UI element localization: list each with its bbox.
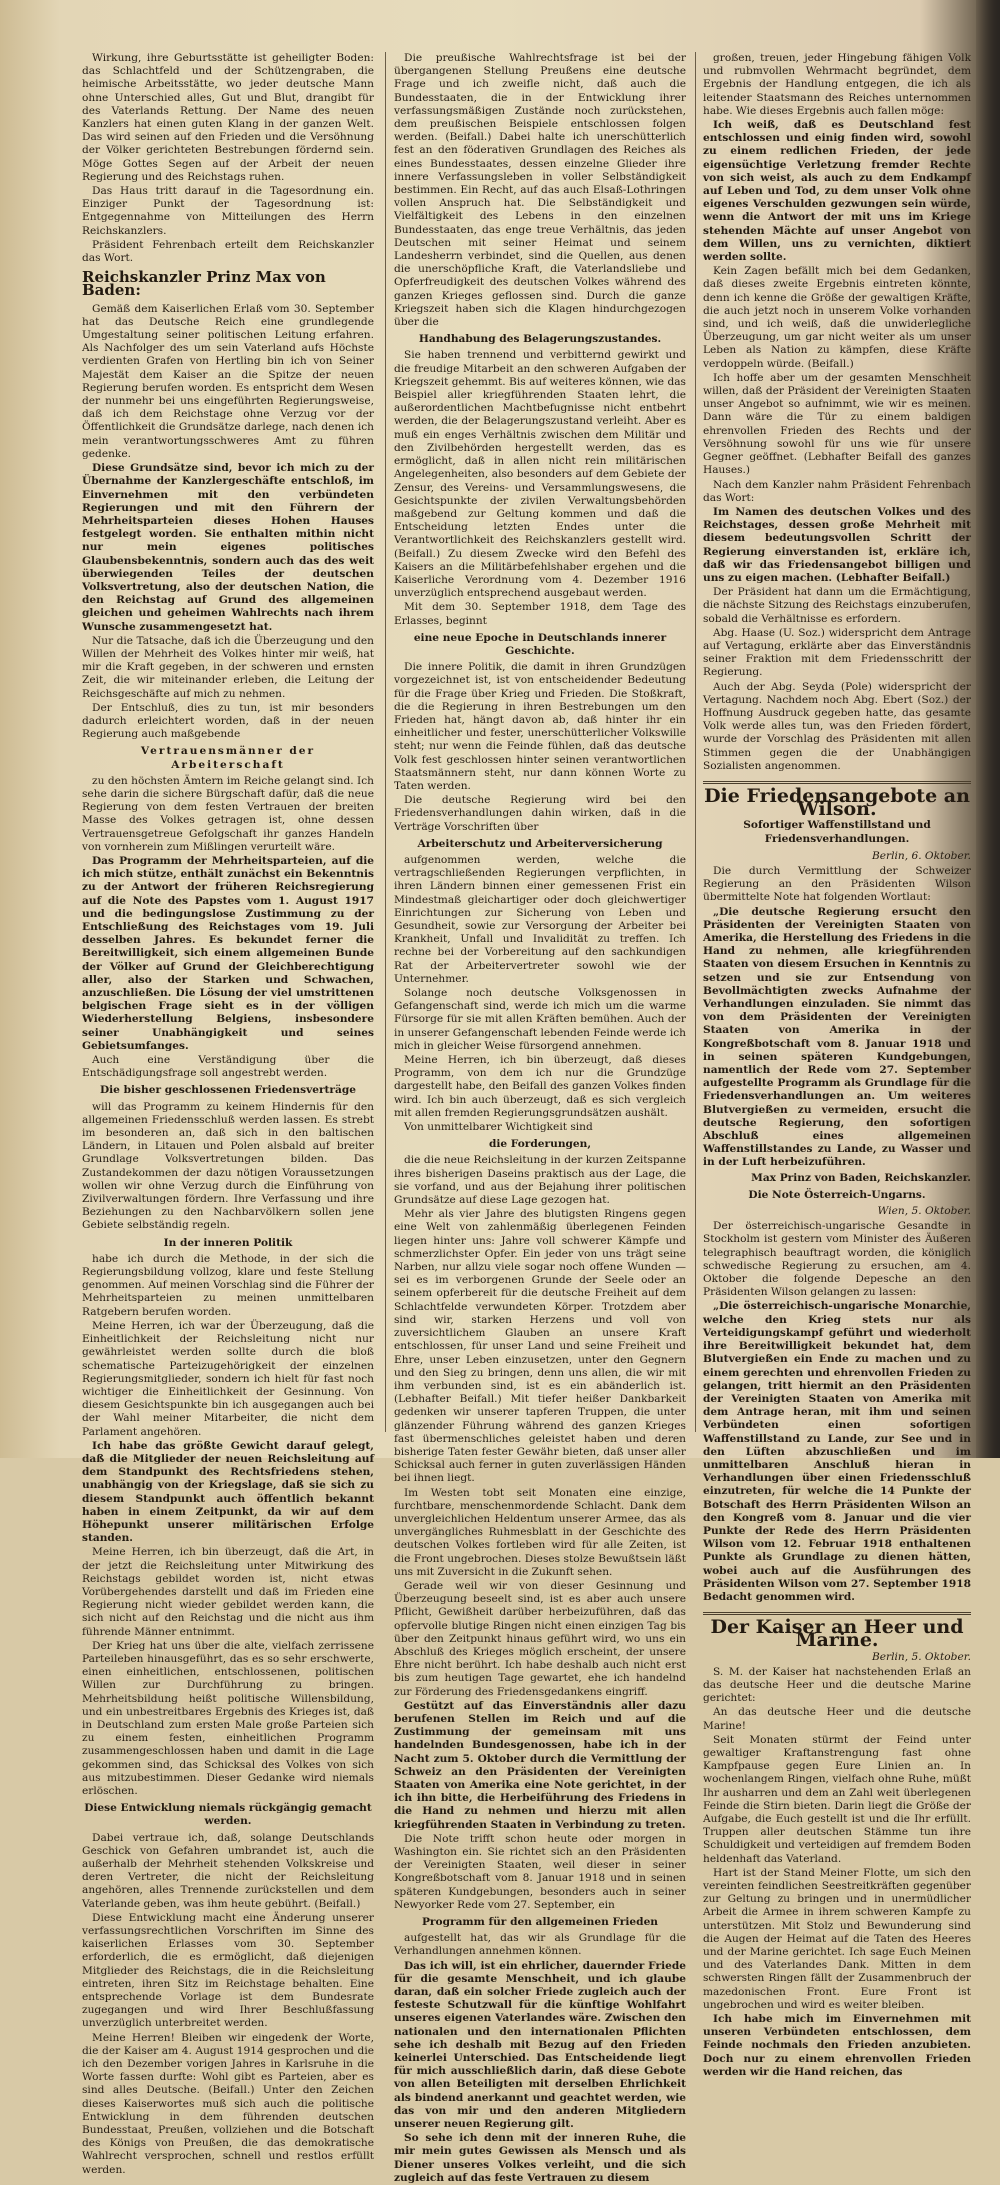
paragraph: Der Entschluß, dies zu tun, ist mir besonders dadurch erleichtert worden, daß in der neuen Regierung auch maßgebende bbox=[82, 701, 374, 741]
paragraph: Von unmittelbarer Wichtigkeit sind bbox=[404, 1121, 593, 1134]
paragraph: Hart ist der Stand Meiner Flotte, um sich den vereinten feindlichen Seestreitkräften gegenüber zur Geltung zu bringen und in unermüdlicher Arbeit die Armee in ihrem schweren Kampfe zu unterstützen. Mit Stolz und Bewunderung sind die Augen der Heimat auf die Taten des Heeres und der Marine gerichtet. Ich sage Euch Meinen und des Vaterlandes Dank. Mitten in dem schwersten Ringen fällt der Zusammenbruch der mazedonischen Front. Eure Front ist ungebrochen und wird es weiter bleiben. bbox=[703, 1866, 971, 2011]
paragraph: Der Krieg hat uns über die alte, vielfach zerrissene Parteileben hinausgeführt, das es so sehr erschwerte, einen einheitlichen, entschlossenen, politischen Willen zur Durchführung zu bringen. Mehrheitsbildung heißt politische Willensbildung, und ein unbestreitbares Ergebnis des Krieges ist, daß in Deutschland zum ersten Male große Parteien sich zu einem festen, einheitlichen Programm zusammengeschlossen haben und damit in die Lage gekommen sind, das Schicksal des Volkes von sich aus mitzubestimmen. Dieser Gedanke wird niemals erlöschen. bbox=[82, 1639, 374, 1797]
dateline: Berlin, 6. Oktober. bbox=[872, 849, 971, 862]
paragraph: Nach dem Kanzler nahm Präsident Fehrenbach das Wort: bbox=[703, 478, 971, 504]
subheading: Vertrauensmänner der Arbeiterschaft bbox=[140, 745, 316, 771]
paragraph: zu den höchsten Ämtern im Reiche gelangt sind. Ich sehe darin die sichere Bürgschaft dafür, daß die neue Regierung von dem festen Vertrauen der breiten Masse des Volkes getragen ist, ohne dessen Vertrauensgetreue Gefolgschaft ihr ganzes Handeln von vornherein zum Mißlingen verurteilt wäre. bbox=[82, 774, 374, 853]
column-3 bbox=[703, 52, 971, 2078]
paragraph: Ich weiß, daß es Deutschland fest entschlossen und einig finden wird, sowohl zu einem redlichen Frieden, der jede eigensüchtige Verletzung fremder Rechte von sich weist, als auch zu dem Endkampf auf Leben und Tod, zu dem unser Volk ohne eigenes Verschulden gezwungen sein würde, wenn die Antwort der mit uns im Kriege stehenden Mächte auf unser Angebot von dem Willen, uns zu vernichten, diktiert werden sollte. bbox=[703, 119, 971, 264]
column-1 bbox=[82, 52, 374, 2176]
paragraph: Gemäß dem Kaiserlichen Erlaß vom 30. September hat das Deutsche Reich eine grundlegende Umgestaltung seiner politischen Leitung erfahren. Als Nachfolger des um sein Vaterland aufs Höchste verdienten Grafen von Hertling bin ich von Seiner Majestät dem Kaiser an die Spitze der neuen Regierung berufen worden. Es entspricht dem Wesen der nunmehr bei uns eingeführten Regierungsweise, daß ich dem Reichstage ohne Verzug vor der Öffentlichkeit die Grundsätze darlege, nach denen ich mein verantwortungsschweres Amt zu führen gedenke. bbox=[82, 302, 374, 460]
headline: Der Kaiser an Heer und Marine. bbox=[703, 1612, 971, 1647]
paragraph: Die deutsche Regierung wird bei den Friedensverhandlungen dahin wirken, daß in die Verträge Vorschriften über bbox=[394, 794, 686, 833]
section-heading: Reichskanzler Prinz Max von Baden: bbox=[82, 268, 326, 300]
paragraph: Die durch Vermittlung der Schweizer Regierung an den Präsidenten Wilson übermittelte Note hat folgenden Wortlaut: bbox=[703, 864, 971, 904]
column-2 bbox=[394, 52, 686, 2184]
paragraph: Mit dem 30. September 1918, dem Tage des Erlasses, beginnt bbox=[394, 601, 686, 627]
signature: Max Prinz von Baden, Reichskanzler. bbox=[751, 1171, 971, 1184]
paragraph: Präsident Fehrenbach erteilt dem Reichskanzler das Wort. bbox=[82, 238, 374, 265]
paragraph: Im Namen des deutschen Volkes und des Reichstages, dessen große Mehrheit mit diesem bedeutungsvollen Schritt der Regierung einverstanden ist, erkläre ich, daß wir das Friedensangebot billigen und uns zu eigen machen. (Lebhafter Beifall.) bbox=[703, 505, 971, 584]
paragraph: Sie haben trennend und verbitternd gewirkt und die freudige Mitarbeit an den schweren Aufgaben der Kriegszeit gehemmt. Bis auf weiteres können, wie das Beispiel aller kriegführenden Staaten lehrt, die außerordentlichen Machtbefugnisse nicht entbehrt werden, die der Belagerungszustand verleiht. Aber es muß ein enges Verhältnis zwischen dem Militär und den Zivilbehörden hergestellt werden, das es ermöglicht, daß in allen nicht rein militärischen Angelegenheiten, also besonders auf dem Gebiete der Zensur, des Vereins- und Versammlungswesens, die Gesichtspunkte der zivilen Verwaltungsbehörden maßgebend zur Geltung kommen und daß die Entscheidung letzten Endes unter die Verantwortlichkeit des Reichskanzlers gestellt wird. (Beifall.) Zu diesem Zwecke wird den Befehl des Kaisers an die Militärbefehlshaber ergehen und die Kaiserliche Verordnung vom 4. Dezember 1916 unverzüglich entsprechend ausgebaut werden. bbox=[394, 349, 686, 600]
paragraph: Auch eine Verständigung über die Entschädigungsfrage soll angestrebt werden. bbox=[82, 1054, 374, 1080]
paragraph: Gestützt auf das Einverständnis aller dazu berufenen Stellen im Reich und auf die Zustimmung der gemeinsam mit uns handelnden Bundesgenossen, habe ich in der Nacht zum 5. Oktober durch die Vermittlung der Schweiz an den Präsidenten der Vereinigten Staaten von Amerika eine Note gerichtet, in der ich ihn bitte, die Herbeiführung des Friedens in die Hand zu nehmen und hierzu mit allen kriegführenden Staaten in Verbindung zu treten. bbox=[394, 1699, 686, 1831]
paragraph: Kein Zagen befällt mich bei dem Gedanken, daß dieses zweite Ergebnis eintreten könnte, denn ich kenne die Größe der gewaltigen Kräfte, die auch jetzt noch in unserem Volke vorhanden sind, und ich weiß, daß die unwiderlegliche Überzeugung, um gar nicht weiter als um unser Leben als Nation zu kämpfen, diese Kräfte verdoppeln würde. (Beifall.) bbox=[703, 265, 971, 370]
paragraph: Das Haus tritt darauf in die Tagesordnung ein. Einziger Punkt der Tagesordnung ist: Entgegennahme von Mitteilungen des Herrn Reichskanzlers. bbox=[82, 185, 374, 237]
paragraph: Die innere Politik, die damit in ihren Grundzügen vorgezeichnet ist, ist von entscheidender Bedeutung für die Frage über Krieg und Frieden. Die Stoßkraft, die die Regierung in ihren Bestrebungen um den Frieden hat, hängt davon ab, daß hinter ihr ein einheitlicher und fester, unerschütterlicher Volkswille steht; nur wenn die Feinde fühlen, daß das deutsche Volk fest geschlossen hinter seinen verantwortlichen Staatsmännern steht, nur dann können Worte zu Taten werden. bbox=[394, 661, 686, 792]
subheadline: Sofortiger Waffenstillstand und Friedensverhandlungen. bbox=[743, 819, 931, 845]
page-fold-shadow bbox=[976, 0, 1000, 1458]
subheading: Die bisher geschlossenen Friedensverträge bbox=[99, 1084, 357, 1097]
column-rule bbox=[695, 52, 696, 1432]
paragraph: So sehe ich denn mit der inneren Ruhe, die mir mein gutes Gewissen als Mensch und als Diener unseres Volkes verleiht, und die sich zugleich auf das feste Vertrauen zu diesem bbox=[394, 2132, 686, 2184]
paragraph: Mehr als vier Jahre des blutigsten Ringens gegen eine Welt von zahlenmäßig überlegenen Feinden liegen hinter uns: Jahre voll schwerer Kämpfe und schmerzlichster Opfer. Ein jeder von uns trägt seine Narben, nur allzu viele sogar noch offene Wunden — sei es im verborgenen Grunde der Seele oder an seinem opferbereit für die deutsche Freiheit auf dem Schlachtfelde verwundeten Körper. Trotzdem aber sind wir, starken Herzens und voll von zuversichtlichem Glauben an unsere Kraft entschlossen, für unser Land und seine Freiheit und Ehre, unser Leben einzusetzen, unter den Gegnern und den Sieg zu bringen, denn uns allen, die wir mit ihm verbunden sind, ist es ein abänderlich ist. (Lebhafter Beifall.) Mit tiefer heißer Dankbarkeit gedenken wir unserer tapferen Truppen, die unter glänzender Führung während des ganzen Krieges fast übermenschliches geleistet haben und deren bisherige Taten fester Gewähr bieten, daß unser aller Schicksal auch ferner in guten zuverlässigen Händen bei ihnen liegt. bbox=[394, 1208, 686, 1485]
quoted-note: „Die deutsche Regierung ersucht den Präsidenten der Vereinigten Staaten von Amerika, die Herstellung des Friedens in die Hand zu nehmen, alle kriegführenden Staaten von diesem Ersuchen in Kenntnis zu setzen und sie zur Entsendung von Bevollmächtigten zwecks Aufnahme der Verhandlungen einzuladen. Sie nimmt das von dem Präsidenten der Vereinigten Staaten von Amerika in der Kongreßbotschaft vom 8. Januar 1918 und in seinen späteren Kundgebungen, namentlich der Rede vom 27. September aufgestellte Programm als Grundlage für die Friedensverhandlungen an. Um weiteres Blutvergießen zu vermeiden, ersucht die deutsche Regierung, den sofortigen Abschluß eines allgemeinen Waffenstillstandes zu Lande, zu Wasser und in der Luft herbeizuführen. bbox=[703, 905, 971, 1169]
subheading: Programm für den allgemeinen Frieden bbox=[421, 1916, 659, 1929]
paragraph: Solange noch deutsche Volksgenossen in Gefangenschaft sind, werde ich mich um die warme Fürsorge für sie mit allen Kräften bemühen. Auch der in unserer Gefangenschaft lebenden Feinde werde ich mich in gleicher Weise fürsorgend annehmen. bbox=[394, 987, 686, 1052]
subheading: Handhabung des Belagerungszustandes. bbox=[418, 333, 662, 346]
paragraph: Nur die Tatsache, daß ich die Überzeugung und den Willen der Mehrheit des Volkes hinter mir weiß, hat mir die Kraft gegeben, in der schweren und ernsten Zeit, die wir miteinander erleben, die Leitung der Reichsgeschäfte auf mich zu nehmen. bbox=[82, 634, 374, 700]
paragraph: die die neue Reichsleitung in der kurzen Zeitspanne ihres bisherigen Daseins praktisch aus der Lage, die sie vorfand, und aus der Bejahung ihrer politischen Grundsätze auf diese Lage gezogen hat. bbox=[394, 1154, 686, 1207]
paragraph: will das Programm zu keinem Hindernis für den allgemeinen Friedensschluß werden lassen. Es strebt im besonderen an, daß sich in den baltischen Ländern, in Litauen und Polen alsbald auf breiter Grundlage Volksvertretungen bilden. Das Zustandekommen der dazu nötigen Voraussetzungen wollen wir ohne Verzug durch die Einführung von Zivilverwaltungen fördern. Ihre Verfassung und ihre Beziehungen zu den Nachbarvölkern sollen jene Gebiete selbständig regeln. bbox=[82, 1100, 374, 1232]
paragraph: Meine Herren! Bleiben wir eingedenk der Worte, die der Kaiser am 4. August 1914 gesprochen und die ich den Dezember vorigen Jahres in Karlsruhe in die Worte fassen durfte: Wohl gibt es Parteien, aber es sind alles Deutsche. (Beifall.) Unter den Zeichen dieses Kaiserwortes muß sich auch die politische Entwicklung in dem führenden deutschen Bundesstaat, Preußen, vollziehen und die Botschaft des Königs von Preußen, die das demokratische Wahlrecht versprochen, schnell und restlos erfüllt werden. bbox=[82, 2031, 374, 2176]
paragraph: Diese Entwicklung macht eine Änderung unserer verfassungsrechtlichen Vorschriften im Sinne des kaiserlichen Erlasses vom 30. September erforderlich, die es ermöglicht, daß diejenigen Mitglieder des Reichstags, die in die Reichsleitung eintreten, ihren Sitz im Reichstage behalten. Eine entsprechende Vorlage ist dem Bundesrate zugegangen und wird Ihrer Beschlußfassung unverzüglich unterbreitet werden. bbox=[82, 1911, 374, 2030]
paragraph: Meine Herren, ich bin überzeugt, daß dieses Programm, von dem ich nur die Grundzüge dargestellt habe, den Beifall des ganzen Volkes finden wird. Ich bin auch überzeugt, daß es sich vergleich mit allen fremden Regierungsgrundsätzen aushält. bbox=[394, 1054, 686, 1119]
paragraph: Die preußische Wahlrechtsfrage ist bei der übergangenen Stellung Preußens eine deutsche Frage und ich zweifle nicht, daß auch die Bundesstaaten, die in der Entwicklung ihrer verfassungsmäßigen Zustände noch zurückstehen, dem preußischen Beispiele entschlossen folgen werden. (Beifall.) Dabei halte ich unerschütterlich fest an den föderativen Grundlagen des Reiches als eines Bundesstaates, dessen einzelne Glieder ihre innere Verfassungsleben in voller Selbständigkeit bestimmen. Ein Recht, auf das auch Elsaß-Lothringen vollen Anspruch hat. Die Selbständigkeit und Vielfältigkeit des Lebens in den einzelnen Bundesstaaten, das enge treue Verhältnis, das jeden Deutschen mit seiner Heimat und seinem Landesherrn verbindet, sind die Quellen, aus denen die unerschöpfliche Kraft, die Vaterlandsliebe und Opferfreudigkeit des deutschen Volkes während des ganzen Krieges geflossen sind. Durch die ganze Kriegszeit haben sich die Klagen hindurchgezogen über die bbox=[394, 52, 686, 329]
paragraph: großen, treuen, jeder Hingebung fähigen Volk und rubmvollen Wehrmacht begründet, dem Ergebnis der Handlung entgegen, die ich als leitender Staatsmann des Reiches unternommen habe. Wie dieses Ergebnis auch fallen möge: bbox=[703, 52, 971, 117]
paragraph: aufgenommen werden, welche die vertragschließenden Regierungen verpflichten, in ihren Ländern binnen einer gemessenen Frist ein Mindestmaß gleichartiger oder doch gleichwertiger Einrichtungen zur Sicherung von Leben und Gesundheit, sowie zur Versorgung der Arbeiter bei Krankheit, Unfall und Invalidität zu treffen. Ich rechne bei der Vorbereitung auf den sachkundigen Rat der Arbeitervertreter sowohl wie der Unternehmer. bbox=[394, 853, 686, 985]
subheading: eine neue Epoche in Deutschlands innerer Geschichte. bbox=[413, 631, 667, 657]
paragraph: Wirkung, ihre Geburtsstätte ist geheiligter Boden: das Schlachtfeld und der Schützengraben, die heimische Arbeitsstätte, wo jeder deutsche Mann ohne Unterschied alles, Gut und Blut, drangibt für des Vaterlands Rettung. Der Name des neuen Kanzlers hat einen guten Klang in der ganzen Welt. Das wird seinen auf den Frieden und die Versöhnung der Völker gerichteten Bestrebungen fördernd sein. Möge Gottes Segen auf der Arbeit der neuen Regierung und des Reichstags ruhen. bbox=[82, 52, 374, 183]
paragraph: Auch der Abg. Seyda (Pole) widerspricht der Vertagung. Nachdem noch Abg. Ebert (Soz.) der Hoffnung Ausdruck gegeben hatte, das gesamte Volk werde alles tun, was den Frieden fördert, wurde der Vorschlag des Präsidenten mit allen Stimmen gegen die der Unabhängigen Sozialisten angenommen. bbox=[703, 680, 971, 772]
paragraph: Das Programm der Mehrheitsparteien, auf die ich mich stütze, enthält zunächst ein Bekenntnis zu der Antwort der früheren Reichsregierung auf die Note des Papstes vom 1. August 1917 und die bedingungslose Zustimmung zu der Entschließung des Reichstages vom 19. Juli desselben Jahres. Es bekundet ferner die Bereitwilligkeit, sich einem allgemeinen Bunde der Völker auf Grund der Gleichberechtigung aller, also der Starken und Schwachen, anzuschließen. Die Lösung der viel umstrittenen belgischen Frage sieht es in der völligen Wiederherstellung Belgiens, insbesondere seiner Unabhängigkeit und seines Gebietsumfanges. bbox=[82, 854, 374, 1052]
quoted-note: „Die österreichisch-ungarische Monarchie, welche den Krieg stets nur als Verteidigungskampf geführt und wiederholt ihre Bereitwilligkeit bekundet hat, dem Blutvergießen ein Ende zu machen und zu einem gerechten und ehrenvollen Frieden zu gelangen, tritt hiermit an den Präsidenten der Vereinigten Staaten von Amerika mit dem Antrage heran, mit ihm und seinen Verbündeten einen sofortigen Waffenstillstand zu Lande, zur See und in den Lüften abzuschließen und im unmittelbaren Anschluß hieran in Verhandlungen über einen Friedensschluß einzutreten, für welche die 14 Punkte der Botschaft des Herrn Präsidenten Wilson an den Kongreß vom 8. Januar und die vier Punkte der Rede des Herrn Präsidenten Wilson vom 12. Februar 1918 enthaltenen Punkte als Grundlage zu dienen hätten, wobei auch auf die Ausführungen des Präsidenten Wilson vom 27. September 1918 Bedacht genommen wird. bbox=[703, 1300, 971, 1603]
paragraph: Abg. Haase (U. Soz.) widerspricht dem Antrage auf Vertagung, erklärte aber das Einverständnis seiner Fraktion mit dem Friedensschritt der Regierung. bbox=[703, 626, 971, 679]
paragraph: Das ich will, ist ein ehrlicher, dauernder Friede für die gesamte Menschheit, und ich glaube daran, daß ein solcher Friede zugleich auch der festeste Schutzwall für die künftige Wohlfahrt unseres eigenen Vaterlandes wäre. Zwischen den nationalen und den internationalen Pflichten sehe ich deshalb mit Bezug auf den Frieden keinerlei Unterschied. Das Entscheidende liegt für mich ausschließlich darin, daß diese Gebote von allen Beteiligten mit derselben Ehrlichkeit als bindend anerkannt und geachtet werden, wie das von mir und den anderen Mitgliedern unserer neuen Regierung gilt. bbox=[394, 1959, 686, 2131]
paragraph: Diese Grundsätze sind, bevor ich mich zu der Übernahme der Kanzlergeschäfte entschloß, im Einvernehmen mit den verbündeten Regierungen und mit den Führern der Mehrheitsparteien dieses Hohen Hauses festgelegt worden. Sie enthalten mithin nicht nur mein eigenes politisches Glaubensbekenntnis, sondern auch das des weit überwiegenden Teiles der deutschen Volksvertretung, also der deutschen Nation, die den Reichstag auf Grund des allgemeinen gleichen und geheimen Wahlrechts nach ihrem Wunsche zusammengesetzt hat. bbox=[82, 462, 374, 633]
subheading: In der inneren Politik bbox=[163, 1236, 293, 1249]
subheading: Arbeiterschutz und Arbeiterversicherung bbox=[417, 837, 663, 850]
paragraph: An das deutsche Heer und die deutsche Marine! bbox=[703, 1706, 971, 1732]
subheading: die Forderungen, bbox=[488, 1138, 592, 1151]
paragraph: habe ich durch die Methode, in der sich die Regierungsbildung vollzog, klare und feste Stellung genommen. Auf meinen Vorschlag sind die Führer der Mehrheitsparteien zu meinen unmittelbaren Ratgebern berufen worden. bbox=[82, 1252, 374, 1318]
paragraph: Meine Herren, ich bin überzeugt, daß die Art, in der jetzt die Reichsleitung unter Mitwirkung des Reichstags gebildet worden ist, nicht etwas Vorübergehendes darstellt und daß im Frieden eine Regierung nicht wieder gebildet werden kann, die sich nicht auf den Reichstag und die nicht aus ihm führende Männer entnimmt. bbox=[82, 1546, 374, 1638]
paragraph: Ich habe mich im Einvernehmen mit unseren Verbündeten entschlossen, dem Feinde nochmals den Frieden anzubieten. Doch nur zu einem ehrenvollen Frieden werden wir die Hand reichen, das bbox=[703, 2013, 971, 2078]
paragraph: aufgestellt hat, das wir als Grundlage für die Verhandlungen annehmen können. bbox=[394, 1932, 686, 1958]
subheading: Diese Entwicklung niemals rückgängig gemacht werden. bbox=[84, 1802, 372, 1828]
paragraph: Gerade weil wir von dieser Gesinnung und Überzeugung beseelt sind, ist es aber auch unsere Pflicht, Gewißheit darüber herbeizuführen, daß das opfervolle blutige Ringen nicht einen einzigen Tag bis über den Zeitpunkt hinaus geführt wird, wo uns ein Abschluß des Krieges möglich erscheint, der unsere Ehre nicht berührt. Ich habe deshalb auch nicht erst bis zum heutigen Tage gewartet, ehe ich handelnd zur Förderung des Friedensgedankens eingriff. bbox=[394, 1579, 686, 1698]
paragraph: Ich hoffe aber um der gesamten Menschheit willen, daß der Präsident der Vereinigten Staaten unser Angebot so aufnimmt, wie wir es meinen. Dann wäre die Tür zu einem baldigen ehrenvollen Frieden des Rechts und der Versöhnung sowohl für uns wie für unsere Gegner geöffnet. (Lebhafter Beifall des ganzes Hauses.) bbox=[703, 371, 971, 477]
headline: Die Friedensangebote an Wilson. bbox=[703, 781, 971, 816]
paragraph: Seit Monaten stürmt der Feind unter gewaltiger Kraftanstrengung fast ohne Kampfpause gegen Eure Linien an. In wochenlangem Ringen, vielfach ohne Ruhe, müßt Ihr ausharren und dem an Zahl weit überlegenen Feinde die Stirn bieten. Darin liegt die Größe der Aufgabe, die Euch gestellt ist und die Ihr erfüllt. Truppen aller deutschen Stämme tun ihre Schuldigkeit und verteidigen auf fremdem Boden heldenhaft das Vaterland. bbox=[703, 1733, 971, 1865]
paragraph: Meine Herren, ich war der Überzeugung, daß die Einheitlichkeit der Reichsleitung nicht nur gewährleistet werden sollte durch die bloß schematische Parteizugehörigkeit der einzelnen Regierungsmitglieder, sondern ich hielt für fast noch wichtiger die Einheitlichkeit der Gesinnung. Von diesem Gesichtspunkte bin ich ausgegangen auch bei der Wahl meiner Mitarbeiter, die nicht dem Parlament angehören. bbox=[82, 1319, 374, 1438]
paragraph: Der Präsident hat dann um die Ermächtigung, die nächste Sitzung des Reichstags einzuberufen, sobald die Verhältnisse es erfordern. bbox=[703, 586, 971, 625]
paragraph: Der österreichisch-ungarische Gesandte in Stockholm ist gestern vom Minister des Äußeren telegraphisch beauftragt worden, die königlich schwedische Regierung zu ersuchen, am 4. Oktober die folgende Depesche an den Präsidenten Wilson gelangen zu lassen: bbox=[703, 1220, 971, 1299]
paragraph: S. M. der Kaiser hat nachstehenden Erlaß an das deutsche Heer und die deutsche Marine gerichtet: bbox=[703, 1665, 971, 1705]
paragraph: Im Westen tobt seit Monaten eine einzige, furchtbare, menschenmordende Schlacht. Dank dem unvergleichlichen Heldentum unserer Armee, das als unvergängliches Ruhmesblatt in der Geschichte des deutschen Volkes fortleben wird für alle Zeiten, ist die Front ungebrochen. Dieses stolze Bewußtsein läßt uns mit Zuversicht in die Zukunft sehen. bbox=[394, 1486, 686, 1578]
subheading: Die Note Österreich-Ungarns. bbox=[748, 1188, 926, 1201]
dateline: Berlin, 5. Oktober. bbox=[872, 1650, 971, 1663]
paragraph: Die Note trifft schon heute oder morgen in Washington ein. Sie richtet sich an den Präsidenten der Vereinigten Staaten, weil dieser in seiner Kongreßbotschaft vom 8. Januar 1918 und in seinen späteren Kundgebungen, besonders auch in seiner Newyorker Rede vom 27. September, ein bbox=[394, 1832, 686, 1911]
column-rule bbox=[385, 52, 386, 1432]
paragraph: Dabei vertraue ich, daß, solange Deutschlands Geschick von Gefahren umbrandet ist, auch die außerhalb der Mehrheit stehenden Volkskreise und deren Vertreter, die nicht der Reichsleitung angehören, alles Trennende zurückstellen und dem Vaterlande geben, was ihm heute gebührt. (Beifall.) bbox=[82, 1831, 374, 1910]
dateline: Wien, 5. Oktober. bbox=[877, 1205, 971, 1218]
paragraph: Ich habe das größte Gewicht darauf gelegt, daß die Mitglieder der neuen Reichsleitung auf dem Standpunkt des Rechtsfriedens stehen, unabhängig von der Kriegslage, daß sie sich zu diesem Standpunkt auch öffentlich bekannt haben in einem Zeitpunkt, da wir auf dem Höhepunkt unserer militärischen Erfolge standen. bbox=[82, 1439, 374, 1545]
